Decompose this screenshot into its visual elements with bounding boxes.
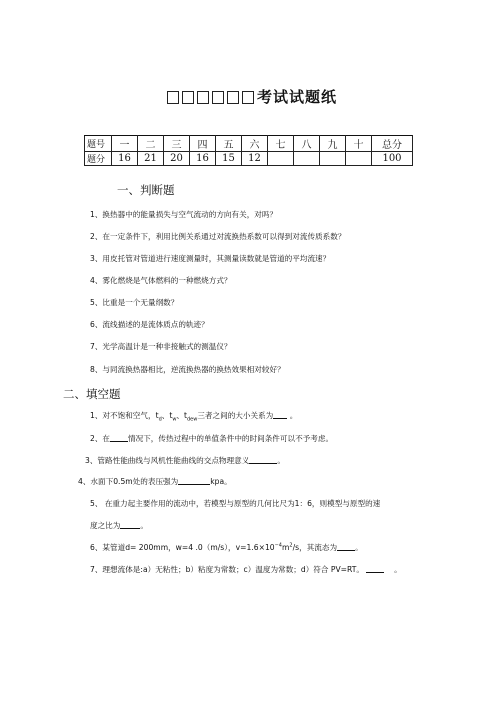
placeholder-box — [197, 91, 209, 104]
score-cell — [346, 152, 372, 166]
question-number: 五 — [216, 136, 242, 152]
total-header: 总分 — [372, 136, 413, 152]
fill-question-5: 5、 在重力起主要作用的流动中，若模型与原型的几何比尺为1：6，则模型与原型的速 — [90, 499, 381, 508]
section-title-judgment: 一、判断题 — [117, 183, 175, 197]
section-title-fill-blank: 二、填空题 — [63, 387, 121, 401]
judgment-question: 3、用皮托管对管道进行速度测量时，其测量读数就是管道的平均流速？ — [90, 254, 331, 263]
score-cell: 16 — [190, 152, 216, 166]
answer-blank[interactable] — [366, 564, 384, 573]
score-table — [84, 135, 413, 166]
placeholder-box — [182, 91, 194, 104]
fill-question-3: 3、管路性能曲线与风机性能曲线的交点物理意义 。 — [85, 456, 285, 465]
fill-question-7: 7、理想流体是:a）无粘性；b）粘度为常数；c）温度为常数；d）符合 PV=RT。 。 — [90, 565, 402, 574]
judgment-question: 5、比重是一个无量纲数？ — [90, 298, 179, 307]
question-number: 六 — [242, 136, 268, 152]
answer-blank[interactable] — [120, 520, 140, 529]
question-number: 七 — [268, 136, 294, 152]
question-number: 九 — [320, 136, 346, 152]
judgment-question: 8、与同流换热器相比，逆流换热器的换热效果相对较好？ — [90, 365, 285, 374]
score-cell: 20 — [164, 152, 190, 166]
fill-question-6: 6、某管道d= 200mm，w=4 .0（m/s），$v=1.6\times 10^{-4}m^2/s$，其流态为 。 — [90, 542, 363, 552]
question-number: 二 — [138, 136, 164, 152]
score-cell: 21 — [138, 152, 164, 166]
score-header-row — [85, 136, 413, 152]
judgment-question: 7、光学高温计是一种非接触式的测温仪？ — [90, 342, 232, 351]
question-number: 四 — [190, 136, 216, 152]
score-cell: 16 — [112, 152, 138, 166]
answer-blank[interactable] — [249, 455, 277, 464]
fill-question-2: 2、在 情况下，传热过程中的单值条件中的时间条件可以不予考虑。 — [90, 434, 334, 443]
question-number: 三 — [164, 136, 190, 152]
score-values-row — [85, 152, 413, 166]
answer-blank[interactable] — [337, 542, 355, 551]
fill-question-5-cont: 度之比为 。 — [90, 521, 148, 530]
judgment-question: 1、换热器中的能量损失与空气流动的方向有关，对吗？ — [90, 210, 278, 219]
question-number: 八 — [294, 136, 320, 152]
score-cell — [268, 152, 294, 166]
score-cell: 12 — [242, 152, 268, 166]
row-label: 题号 — [85, 136, 112, 152]
answer-blank[interactable] — [273, 410, 287, 419]
placeholder-box — [167, 91, 179, 104]
score-cell — [320, 152, 346, 166]
judgment-question: 2、在一定条件下，利用比例关系通过对流换热系数可以得到对流传质系数？ — [90, 232, 346, 241]
score-cell — [294, 152, 320, 166]
total-score: 100 — [372, 152, 413, 166]
placeholder-box — [242, 91, 254, 104]
fill-question-1: 1、对不饱和空气，$t_d$、$t_w$、$t_{dew}$三者之间的大小关系为 。 — [90, 411, 298, 423]
title-text: 考试试题纸 — [256, 88, 337, 106]
judgment-question: 4、雾化燃烧是气体燃料的一种燃烧方式？ — [90, 276, 232, 285]
answer-blank[interactable] — [178, 476, 210, 485]
question-number: 一 — [112, 136, 138, 152]
placeholder-box — [212, 91, 224, 104]
answer-blank[interactable] — [110, 433, 128, 442]
exam-title — [0, 86, 504, 107]
row-label: 题分 — [85, 152, 112, 166]
fill-question-4: 4、水面下0.5m处的表压强为 kpa。 — [78, 477, 232, 486]
judgment-question: 6、流线描述的是流体质点的轨迹？ — [90, 320, 209, 329]
score-cell: 15 — [216, 152, 242, 166]
placeholder-box — [227, 91, 239, 104]
question-number: 十 — [346, 136, 372, 152]
